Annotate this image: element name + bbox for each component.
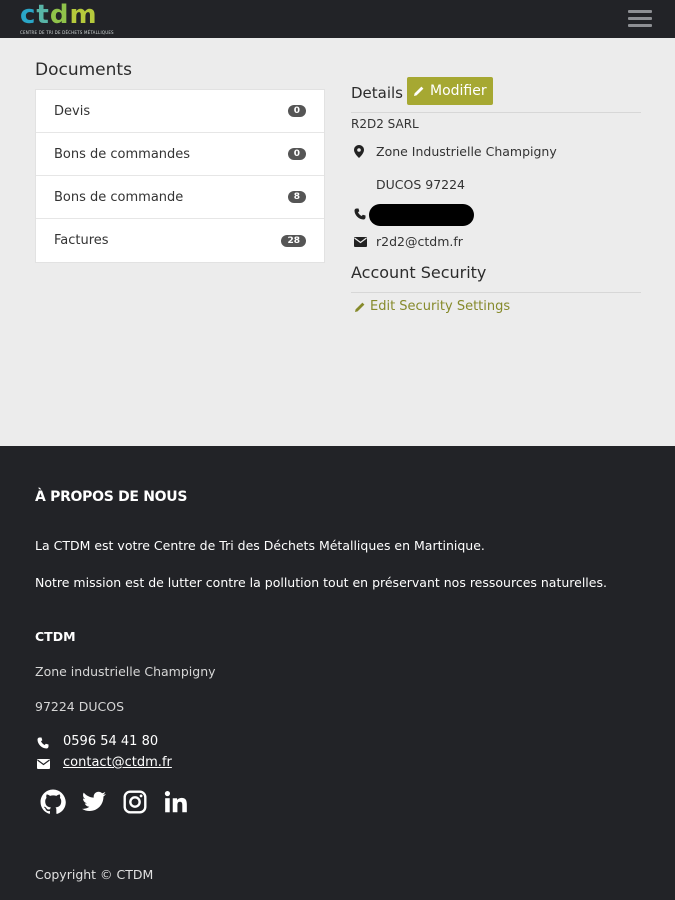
logo-letter-t: t	[36, 0, 50, 30]
document-item-bons-de-commande[interactable]	[36, 176, 324, 219]
pencil-icon	[413, 85, 425, 97]
map-marker-icon	[354, 145, 364, 158]
footer-title: À PROPOS DE NOUS	[35, 489, 188, 505]
document-item-label: Factures	[54, 233, 109, 248]
edit-security-settings-label: Edit Security Settings	[370, 299, 511, 314]
documents-list	[35, 89, 325, 263]
footer-email-link[interactable]: contact@ctdm.fr	[63, 755, 172, 770]
modifier-label: Modifier	[430, 82, 487, 99]
count-badge: 0	[288, 105, 306, 117]
details-header	[351, 73, 641, 113]
footer	[0, 446, 675, 900]
envelope-icon	[354, 237, 367, 247]
modifier-button[interactable]	[407, 77, 493, 105]
logo-letter-c: c	[20, 0, 37, 30]
phone-icon	[354, 208, 366, 220]
footer-address-line2: 97224 DUCOS	[35, 699, 125, 714]
github-icon[interactable]	[40, 789, 66, 815]
top-navbar	[0, 0, 675, 38]
phone-icon	[37, 737, 49, 749]
count-badge: 28	[281, 235, 306, 247]
footer-paragraph: La CTDM est votre Centre de Tri des Déchets Métalliques en Martinique.	[35, 538, 485, 553]
document-item-label: Bons de commandes	[54, 146, 191, 162]
ctdm-logo[interactable]	[20, 0, 120, 37]
pencil-icon	[354, 301, 366, 313]
count-badge: 0	[288, 148, 306, 160]
hamburger-bar	[628, 17, 652, 20]
count-badge: 8	[288, 191, 306, 203]
footer-company-name: CTDM	[35, 629, 76, 644]
envelope-icon	[37, 759, 50, 769]
logo-wordmark	[20, 0, 120, 30]
logo-letter-m: m	[69, 0, 98, 30]
social-links	[40, 789, 204, 815]
document-item-devis[interactable]	[36, 90, 324, 133]
document-item-label: Bons de commande	[54, 189, 184, 205]
footer-address-line1: Zone industrielle Champigny	[35, 664, 216, 679]
details-title: Details	[351, 83, 404, 102]
hamburger-icon[interactable]	[628, 10, 652, 30]
copyright-text: Copyright © CTDM	[35, 867, 154, 882]
twitter-icon[interactable]	[81, 789, 107, 815]
edit-security-settings-link[interactable]	[354, 299, 510, 314]
documents-title: Documents	[35, 60, 132, 80]
logo-subtitle: CENTRE DE TRI DE DÉCHETS MÉTALLIQUES	[20, 30, 114, 35]
document-item-bons-de-commandes[interactable]	[36, 133, 324, 176]
hamburger-bar	[628, 10, 652, 13]
company-name: R2D2 SARL	[351, 117, 419, 131]
document-item-factures[interactable]	[36, 219, 324, 262]
phone-number-redacted	[369, 204, 474, 226]
address-line2: DUCOS 97224	[376, 177, 466, 192]
document-item-label: Devis	[54, 103, 91, 119]
linkedin-icon[interactable]	[163, 789, 189, 815]
instagram-icon[interactable]	[122, 789, 148, 815]
account-security-title: Account Security	[351, 263, 641, 293]
footer-phone: 0596 54 41 80	[63, 734, 159, 749]
email-address: r2d2@ctdm.fr	[376, 234, 463, 249]
address-line1: Zone Industrielle Champigny	[376, 144, 557, 159]
hamburger-bar	[628, 24, 652, 27]
logo-letter-d: d	[49, 0, 70, 30]
footer-paragraph: Notre mission est de lutter contre la pollution tout en préservant nos ressources naturelles.	[35, 575, 607, 590]
